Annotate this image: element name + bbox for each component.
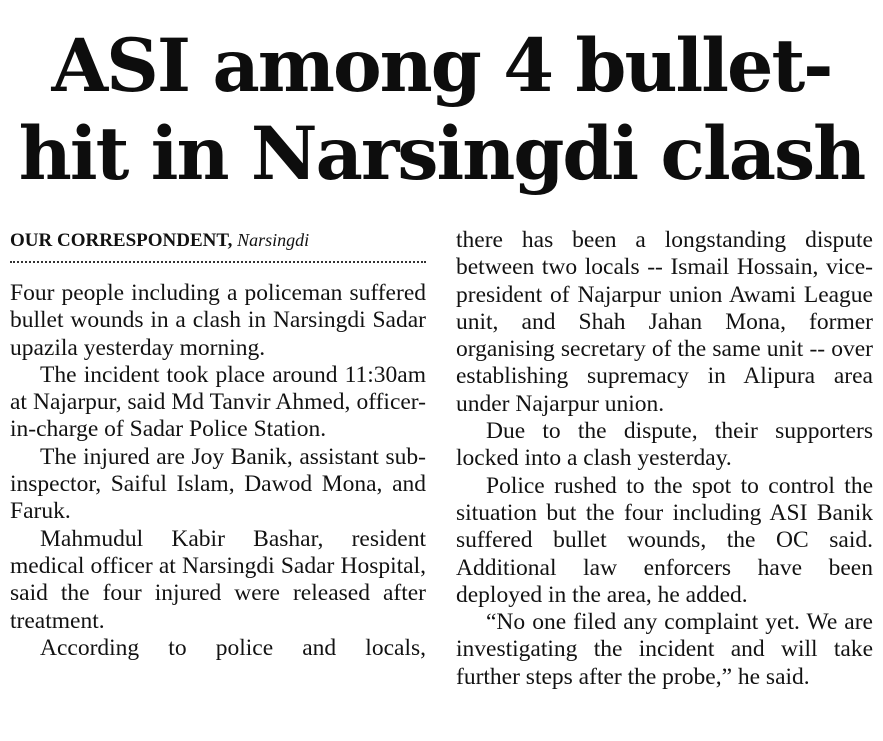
byline-author: OUR CORRESPONDENT, [10,230,233,251]
headline [0,22,883,198]
article-column-right [456,227,873,691]
paragraph: Due to the dispute, their supporters locked into a clash yesterday. [456,418,873,472]
paragraph: According to police and locals, [40,634,426,661]
byline-divider [10,261,426,263]
paragraph: Mahmudul Kabir Bashar, resident medical officer at Narsingdi Sadar Hospital, said the four injured were released after treatment. [10,525,426,634]
byline [10,228,426,253]
paragraph: Police rushed to the spot to control the situation but the four including ASI Banik suffered bullet wounds, the OC said. Additional law enforcers have been deployed in the area, he added. [456,472,873,608]
paragraph: “No one filed any complaint yet. We are investigating the incident and will take further steps after the probe,” he said. [456,609,873,690]
headline-line-2: hit in Narsingdi clash [18,111,865,197]
article-column-left [10,280,426,662]
headline-line-1: ASI among 4 bullet- [51,23,832,109]
paragraph: The incident took place around 11:30am at Najarpur, said Md Tanvir Ahmed, officer-in-charge of Sadar Police Station. [10,361,426,443]
paragraph: Four people including a policeman suffered bullet wounds in a clash in Narsingdi Sadar upazila yesterday morning. [10,280,426,361]
paragraph: The injured are Joy Banik, assistant sub-inspector, Saiful Islam, Dawod Mona, and Faruk. [10,443,426,525]
byline-location: Narsingdi [237,230,310,250]
paragraph: there has been a longstanding dispute between two locals -- Ismail Hossain, vice-president of Najarpur union Awami League unit, and Shah Jahan Mona, former organising secretary of the same unit -- over establishing supremacy in Alipura area under Najarpur union. [456,227,873,417]
